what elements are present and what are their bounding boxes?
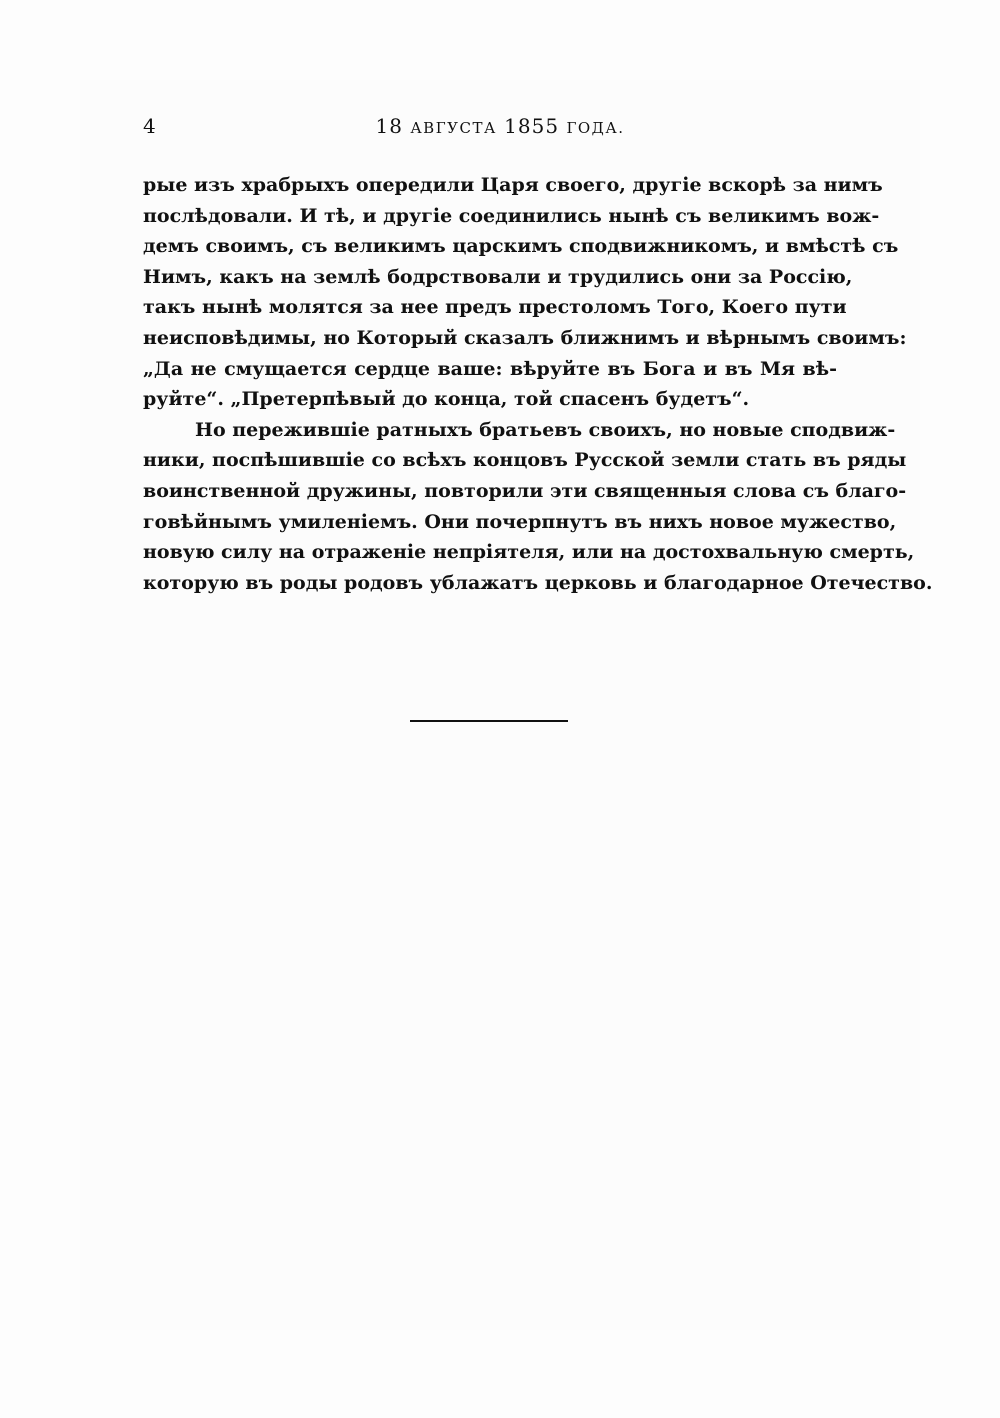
section-divider: [410, 720, 568, 722]
page-number: 4: [143, 114, 157, 138]
text-line: которую въ роды родовъ ублажатъ церковь и благодарное Отечество.: [143, 571, 933, 594]
text-line: ники, поспѣшившіе со всѣхъ концовъ Русской земли стать въ ряды: [143, 449, 907, 472]
text-line: неисповѣдимы, но Который сказалъ ближнимъ и вѣрнымъ своимъ:: [143, 326, 907, 349]
text-line: Нимъ, какъ на землѣ бодрствовали и трудились они за Россію,: [143, 265, 853, 288]
text-line: послѣдовали. И тѣ, и другіе соединились нынѣ съ великимъ вож-: [143, 204, 880, 227]
body-text: [143, 170, 933, 598]
text-line: такъ нынѣ молятся за нее предъ престоломъ Того, Коего пути: [143, 296, 847, 319]
text-line: демъ своимъ, съ великимъ царскимъ сподвижникомъ, и вмѣстѣ съ: [143, 235, 899, 258]
text-line: руйте“. „Претерпѣвый до конца, той спасенъ будетъ“.: [143, 388, 750, 411]
running-head-year: 1855: [504, 114, 560, 138]
text-line: рые изъ храбрыхъ опередили Царя своего, другіе вскорѣ за нимъ: [143, 174, 883, 196]
running-head: [0, 114, 1000, 138]
text-line: говѣйнымъ умиленіемъ. Они почерпнутъ въ нихъ новое мужество,: [143, 510, 897, 533]
text-line: новую силу на отраженіе непріятеля, или на достохвальную смерть,: [143, 541, 915, 564]
running-head-day: 18: [375, 114, 403, 138]
running-head-month: АВГУСТА: [410, 119, 497, 137]
text-line: Но пережившіе ратныхъ братьевъ своихъ, но новые сподвиж-: [195, 418, 896, 441]
text-line: воинственной дружины, повторили эти священныя слова съ благо-: [143, 479, 907, 502]
running-head-word: ГОДА.: [566, 119, 625, 137]
text-line: „Да не смущается сердце ваше: вѣруйте въ Бога и въ Мя вѣ-: [143, 357, 837, 380]
